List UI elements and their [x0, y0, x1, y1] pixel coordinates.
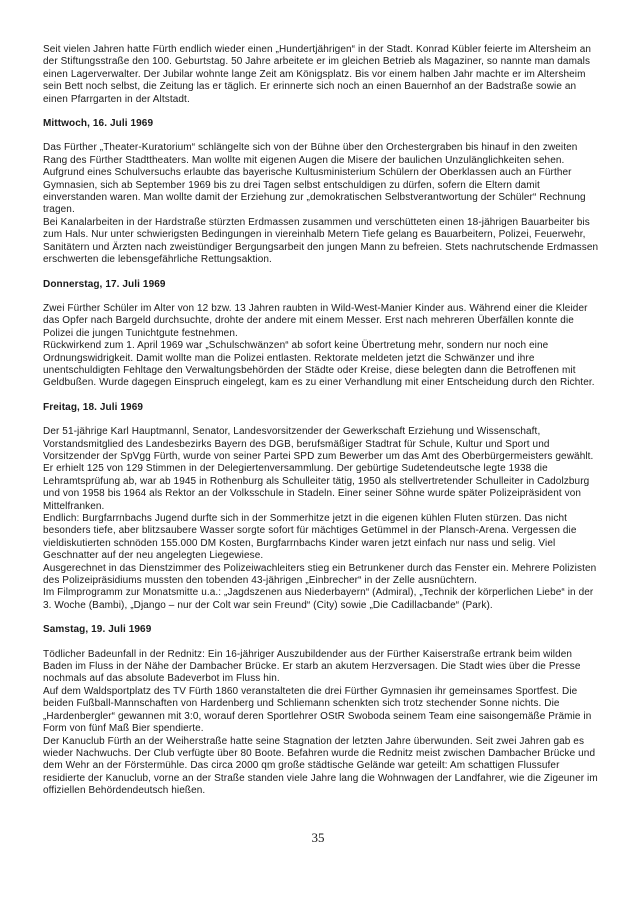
paragraph: Aufgrund eines Schulversuchs erlaubte das bayerische Kultusministerium Schülern der Oberklassen auch an Fürther Gymnasien, sich ab September 1969 bis zu drei Tagen selbst entschuldigen zu dürfen, sofern die Eltern damit einverstanden waren. Man wollte damit der Erziehung zur „demokratischen Selbstverantwortung der Schüler“ Rechnung tragen.	[43, 167, 586, 216]
date-heading-samstag: Samstag, 19. Juli 1969	[43, 624, 152, 636]
paragraph: Bei Kanalarbeiten in der Hardstraße stürzten Erdmassen zusammen und verschütteten einen 18-jährigen Bauarbeiter bis zum Hals. Nur unter schwierigsten Bedingungen in viereinhalb Metern Tiefe gelang es Bauarbeitern, Polizei, Feuerwehr, Sanitätern und Ärzten nach zweistündiger Bergungsarbeit den jungen Mann zu befreien. Stets nachrutschende Erdmassen erschwerten die lebensgefährliche Rettungsaktion.	[43, 216, 599, 266]
paragraph: Tödlicher Badeunfall in der Rednitz: Ein 16-jähriger Auszubildender aus der Fürther Kaiserstraße ertrank beim wilden Baden im Fluss in der Nähe der Dambacher Brücke. Er starb an akutem Herzversagen. Die Stadt wies über die Presse nochmals auf das absolute Badeverbot im Fluss hin.	[43, 648, 581, 685]
date-heading-donnerstag: Donnerstag, 17. Juli 1969	[43, 278, 166, 290]
paragraph: Auf dem Waldsportplatz des TV Fürth 1860 veranstalteten die drei Fürther Gymnasien ihr gemeinsames Sportfest. Die beiden Fußball-Mannschaften von Hardenberg und Schliemann schenkten sich trotz stechender Sonne nichts. Die „Hardenbergler“ gewannen mit 3:0, worauf deren Sportlehrer OStR Swoboda seinem Team eine saisongemäße Prämie in Form von fünf Maß Bier spendierte.	[43, 685, 592, 735]
paragraph: Seit vielen Jahren hatte Fürth endlich wieder einen „Hundertjährigen“ in der Stadt. Konrad Kübler feierte im Altersheim an der Stiftungsstraße den 100. Geburtstag. 50 Jahre arbeitete er im gleichen Betrieb als Magaziner, so nannte man damals einen Lagerverwalter. Der Jubilar wohnte lange Zeit am Königsplatz. Bis vor einem halben Jahr machte er im Altersheim sein Bett noch selbst, die Zeitung las er täglich. Er erinnerte sich noch an einen Bauernhof an der Badstraße sowie an einen Pfarrgarten in der Altstadt.	[43, 44, 592, 105]
paragraph: Der Kanuclub Fürth an der Weiherstraße hatte seine Stagnation der letzten Jahre überwunden. Seit zwei Jahren gab es wieder Nachwuchs. Der Club verfügte über 80 Boote. Befahren wurde die Rednitz meist zwischen Dambacher Brücke und dem Wehr an der Förstermühle. Das circa 2000 qm große städtische Gelände war geteilt: Am schattigen Flussufer residierte der Kanuclub, vorne an der Straße standen viele Jahre lang die Wohnwagen der Landfahrer, wie die Zigeuner im offiziellen Behördendeutsch hießen.	[43, 735, 598, 797]
paragraph: Endlich: Burgfarrnbachs Jugend durfte sich in der Sommerhitze jetzt in die eigenen kühlen Fluten stürzen. Das nicht besonders tiefe, aber blitzsaubere Wasser sorgte sofort für mächtiges Getümmel in der Plansch-Arena. Vergessen die vieldiskutierten schnöden 155.000 DM Kosten, Burgfarrnbachs Kinder waren jetzt einfach nur nass und selig. Viel Geschnatter auf der neu angelegten Liegewiese.	[43, 513, 577, 562]
paragraph: Der 51-jährige Karl Hauptmannl, Senator, Landesvorsitzender der Gewerkschaft Erziehung und Wissenschaft, Vorstandsmitglied des Landesbezirks Bayern des DGB, berufsmäßiger Stadtrat für Schule, Kultur und Sport und Vorsitzender der SpVgg Fürth, wurde von seiner Partei SPD zum Bewerber um das Amt des Oberbürgermeisters gewählt. Er erhielt 125 von 129 Stimmen in der Delegiertenversammlung. Der gebürtige Sudetendeutsche legte 1938 die Lehramtsprüfung ab, war ab 1945 in Rothenburg als Schulleiter tätig, 1950 als stellvertretender Schulleiter in Cadolzburg und von 1958 bis 1964 als Rektor an der Volksschule in Stadeln. Einer seiner Söhne wurde später Polizeipräsident von Mittelfranken.	[43, 426, 594, 512]
page-number: 35	[311, 830, 325, 845]
paragraph: Das Fürther „Theater-Kuratorium“ schlängelte sich von der Bühne über den Orchestergraben bis hinauf in den zweiten Rang des Fürther Stadttheaters. Man wollte mit eigenen Augen die Misere der baulichen Unzulänglichkeiten sehen.	[43, 142, 578, 166]
paragraph: Ausgerechnet in das Dienstzimmer des Polizeiwachleiters stieg ein Betrunkener durch das Fenster ein. Mehrere Polizisten des Polizeipräsidiums mussten den tobenden 43-jährigen „Einbrecher“ in der Zelle ausnüchtern.	[43, 562, 597, 587]
text-block	[43, 44, 600, 798]
paragraph: Im Filmprogramm zur Monatsmitte u.a.: „Jagdszenen aus Niederbayern“ (Admiral), „Technik der körperlichen Liebe“ in der 3. Woche (Bambi), „Django – nur der Colt war sein Freund“ (City) sowie „Die Cadillacbande“ (Park).	[43, 587, 594, 611]
date-heading-mittwoch: Mittwoch, 16. Juli 1969	[43, 118, 154, 130]
paragraph: Rückwirkend zum 1. April 1969 war „Schulschwänzen“ ab sofort keine Übertretung mehr, sondern nur noch eine Ordnungswidrigkeit. Damit wollte man die Polizei entlasten. Rektorate meldeten jetzt die Schwänzer und ihre unentschuldigten Fehltage den Verwaltungsbehörden der Städte oder Kreise, diese belegten dann die Betroffenen mit Geldbußen. Wurde dagegen Einspruch eingelegt, kam es zu einer Verhandlung mit einer Entscheidung durch den Richter.	[43, 340, 595, 389]
date-heading-freitag: Freitag, 18. Juli 1969	[43, 401, 144, 413]
paragraph: Zwei Fürther Schüler im Alter von 12 bzw. 13 Jahren raubten in Wild-West-Manier Kinder aus. Während einer die Kleider das Opfer nach Bargeld durchsuchte, drohte der andere mit einem Messer. Erst nach mehreren Überfällen konnte die Polizei die jungen Tunichtgute festnehmen.	[43, 302, 588, 339]
